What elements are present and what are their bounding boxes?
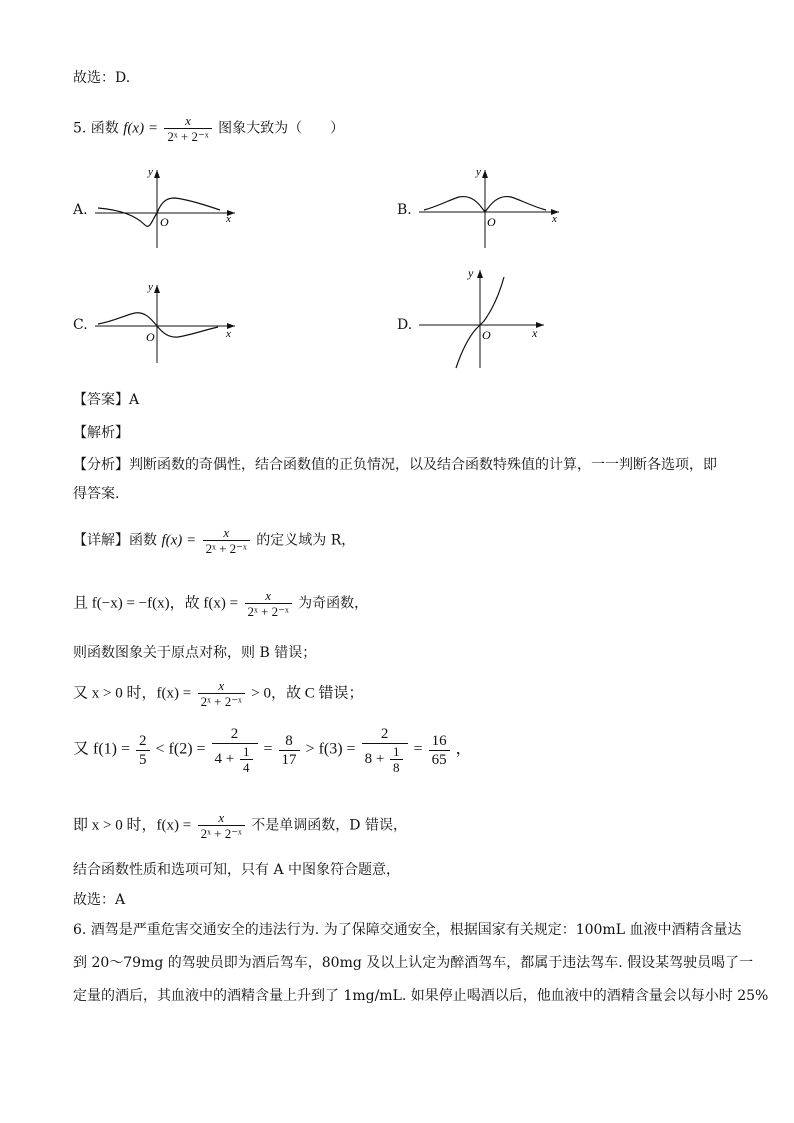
fraction bbox=[245, 588, 292, 619]
f1-num: 2 bbox=[139, 732, 147, 749]
f2-inner-fraction bbox=[240, 744, 253, 775]
option-b-label: B. bbox=[397, 202, 412, 218]
odd-suffix: 为奇函数， bbox=[298, 595, 369, 612]
f3-val-den: 65 bbox=[429, 750, 450, 769]
option-d-graph bbox=[414, 265, 574, 370]
fraction-denominator: 2ˣ + 2⁻ˣ bbox=[245, 603, 292, 619]
origin-label: O bbox=[482, 328, 491, 342]
option-c-graph bbox=[90, 275, 250, 365]
f3-val-num: 16 bbox=[431, 732, 447, 749]
c-wrong-line bbox=[73, 678, 364, 709]
option-a-label: A. bbox=[73, 202, 88, 218]
q6-line-3: 定量的酒后，其血液中的酒精含量上升到了 1mg/mL. 如果停止喝酒以后，他血液中的酒精含量会以每小时 25% bbox=[73, 988, 769, 1004]
fraction-numerator: x bbox=[223, 525, 230, 540]
f2-inner-den: 4 bbox=[240, 759, 253, 775]
answer-line-a: 故选：A bbox=[73, 892, 126, 908]
f2-val-num: 8 bbox=[285, 732, 293, 749]
f3-inner-fraction bbox=[390, 744, 403, 775]
fraction-numerator: x bbox=[218, 810, 225, 825]
f3-fraction bbox=[362, 725, 408, 775]
odd-prefix: 且 f(−x) = −f(x)，故 f(x) = bbox=[73, 595, 239, 612]
f3-den-pre: 8 + bbox=[364, 750, 385, 767]
f1-fraction bbox=[136, 732, 150, 769]
q5-fraction bbox=[164, 113, 211, 144]
f2-fraction bbox=[212, 725, 258, 775]
axis-x-label: x bbox=[226, 213, 231, 225]
fraction-numerator: x bbox=[185, 113, 191, 128]
c-suffix: > 0，故 C 错误； bbox=[251, 685, 364, 702]
axis-y-label: y bbox=[476, 166, 481, 178]
answer-tag: 【答案】A bbox=[73, 392, 140, 408]
option-a-graph bbox=[90, 160, 250, 250]
f2-val-den: 17 bbox=[279, 750, 300, 769]
conclusion-line: 结合函数性质和选项可知，只有 A 中图象符合题意， bbox=[73, 862, 401, 878]
xiangjie-suffix: 的定义域为 R， bbox=[256, 532, 356, 549]
q6-line-2: 到 20～79mg 的驾驶员即为酒后驾车，80mg 及以上认定为醉酒驾车，都属于违法驾车. 假设某驾驶员喝了一 bbox=[73, 955, 754, 971]
axis-y-label: y bbox=[468, 266, 474, 280]
f2-den bbox=[212, 743, 258, 775]
q5-fx: f(x) = bbox=[123, 120, 158, 137]
jiexi-tag: 【解析】 bbox=[73, 425, 129, 441]
q5-number: 5. 函数 bbox=[73, 120, 119, 137]
answer-line-d: 故选：D. bbox=[73, 70, 131, 86]
d-calc-line bbox=[73, 725, 472, 775]
fraction bbox=[198, 810, 245, 841]
question-5 bbox=[73, 113, 344, 144]
q6-line-1: 6. 酒驾是严重危害交通安全的违法行为. 为了保障交通安全，根据国家有关规定：100mL 血液中酒精含量达 bbox=[73, 922, 742, 938]
fraction-denominator: 2ˣ + 2⁻ˣ bbox=[198, 693, 245, 709]
axis-y-label: y bbox=[148, 166, 153, 178]
f3-value-fraction bbox=[429, 732, 450, 769]
fx-expression: f(x) = bbox=[161, 532, 197, 549]
d-prefix: 即 x > 0 时，f(x) = bbox=[73, 817, 192, 834]
axis-x-label: x bbox=[226, 328, 231, 340]
fenxi-line-2: 得答案. bbox=[73, 486, 120, 502]
fraction-denominator: 2ˣ + 2⁻ˣ bbox=[203, 540, 250, 556]
calc-eq: = bbox=[413, 740, 423, 758]
b-wrong-line: 则函数图象关于原点对称，则 B 错误； bbox=[73, 645, 317, 661]
option-d-label: D. bbox=[397, 317, 413, 333]
axis-x-label: x bbox=[532, 326, 538, 340]
fraction bbox=[203, 525, 250, 556]
c-prefix: 又 x > 0 时，f(x) = bbox=[73, 685, 192, 702]
calc-suffix: ， bbox=[455, 740, 472, 758]
axis-y-label: y bbox=[148, 281, 153, 293]
axis-x-label: x bbox=[552, 213, 557, 225]
calc-eq: = bbox=[263, 740, 273, 758]
f3-inner-den: 8 bbox=[390, 759, 403, 775]
fraction-numerator: x bbox=[265, 588, 271, 603]
f2-num: 2 bbox=[230, 726, 239, 742]
xiangjie-line bbox=[73, 525, 355, 556]
xiangjie-prefix: 【详解】函数 bbox=[73, 532, 157, 549]
f1-den: 5 bbox=[136, 750, 150, 769]
calc-lt: < f(2) = bbox=[155, 740, 206, 758]
fraction-denominator: 2ˣ + 2⁻ˣ bbox=[164, 128, 211, 144]
q5-suffix: 图象大致为（ ） bbox=[218, 120, 345, 137]
origin-label: O bbox=[487, 215, 496, 229]
option-c-label: C. bbox=[73, 317, 88, 333]
origin-label: O bbox=[160, 215, 169, 229]
fraction bbox=[198, 678, 245, 709]
calc-prefix: 又 f(1) = bbox=[73, 740, 131, 758]
d-suffix: 不是单调函数，D 错误， bbox=[251, 817, 407, 834]
fraction-numerator: x bbox=[218, 678, 225, 693]
fraction-denominator: 2ˣ + 2⁻ˣ bbox=[198, 825, 245, 841]
calc-gt: > f(3) = bbox=[305, 740, 356, 758]
f3-den bbox=[362, 743, 408, 775]
f2-inner-num: 1 bbox=[243, 744, 250, 759]
odd-line bbox=[73, 588, 368, 619]
f3-num: 2 bbox=[380, 726, 389, 742]
f3-inner-num: 1 bbox=[393, 744, 400, 759]
f2-den-pre: 4 + bbox=[214, 750, 235, 767]
f2-value-fraction bbox=[279, 732, 300, 769]
option-b-graph bbox=[414, 160, 574, 250]
d-wrong-line bbox=[73, 810, 407, 841]
fenxi-line-1: 【分析】判断函数的奇偶性，结合函数值的正负情况，以及结合函数特殊值的计算，一一判断各选项，即 bbox=[73, 457, 717, 473]
origin-label: O bbox=[146, 330, 155, 344]
